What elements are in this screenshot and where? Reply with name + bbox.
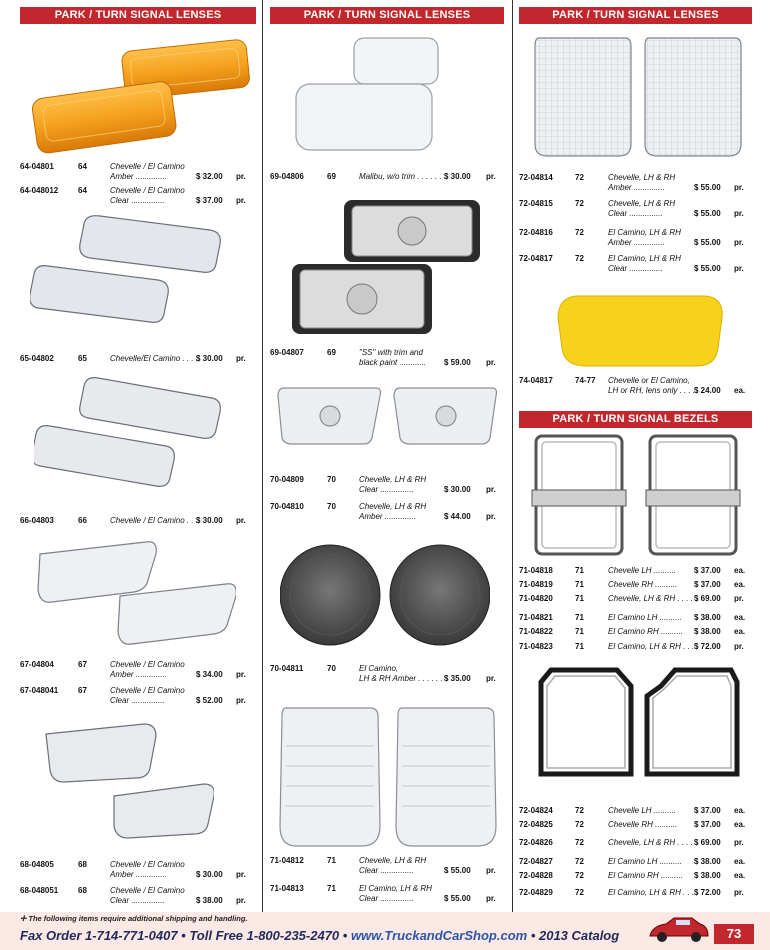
unit: pr. [486, 172, 496, 181]
part-number: 71-04819 [519, 580, 553, 589]
product-row [519, 888, 754, 898]
catalog-year: 2013 Catalog [538, 928, 620, 943]
price: $ 69.00 [694, 838, 721, 847]
model-year: 71 [327, 856, 336, 865]
description: Chevelle, LH & RH [608, 199, 676, 208]
model-year: 71 [575, 566, 584, 575]
part-number: 71-04813 [270, 884, 304, 893]
price: $ 72.00 [694, 642, 721, 651]
column-divider [262, 0, 263, 912]
description: El Camino RH .......... [608, 627, 684, 636]
product-row [519, 199, 754, 219]
model-year: 72 [575, 199, 584, 208]
description-line-2: Clear ............... [110, 696, 165, 705]
model-year: 72 [575, 173, 584, 182]
product-row [270, 856, 506, 876]
unit: pr. [236, 670, 246, 679]
unit: pr. [236, 696, 246, 705]
product-row [519, 228, 754, 248]
price: $ 30.00 [444, 172, 471, 181]
product-row [270, 348, 506, 368]
amber-lens-image [20, 38, 252, 156]
price: $ 38.00 [694, 613, 721, 622]
part-number: 66-04803 [20, 516, 54, 525]
product-row [270, 172, 506, 182]
product-row [519, 838, 754, 848]
description-line-2: Amber .............. [608, 238, 665, 247]
unit: ea. [734, 386, 746, 395]
section-header: PARK / TURN SIGNAL BEZELS [519, 411, 752, 428]
model-year: 64 [78, 162, 87, 171]
price: $ 38.00 [196, 896, 223, 905]
description: Chevelle or El Camino, [608, 376, 690, 385]
model-year: 71 [575, 642, 584, 651]
description-line-2: Amber .............. [110, 172, 167, 181]
description: El Camino LH .......... [608, 613, 682, 622]
part-number: 65-04802 [20, 354, 54, 363]
unit: pr. [734, 264, 744, 273]
unit: pr. [486, 512, 496, 521]
round-lens-image [280, 540, 490, 650]
price: $ 32.00 [196, 172, 223, 181]
toll-free: Toll Free 1-800-235-2470 [189, 928, 340, 943]
fax-order: Fax Order 1-714-771-0407 [20, 928, 178, 943]
price: $ 37.00 [694, 820, 721, 829]
part-number: 72-04829 [519, 888, 553, 897]
model-year: 72 [575, 871, 584, 880]
unit: pr. [734, 238, 744, 247]
clear-lens-image [34, 372, 224, 497]
description: Chevelle, LH & RH . . . . [608, 838, 693, 847]
clear-lens-image [276, 384, 502, 448]
description-line-2: Clear ............... [359, 866, 414, 875]
part-number: 68-048051 [20, 886, 59, 895]
model-year: 72 [575, 838, 584, 847]
price: $ 55.00 [694, 209, 721, 218]
part-number: 71-04823 [519, 642, 553, 651]
description: Chevelle / El Camino [110, 162, 185, 171]
product-row [519, 566, 754, 576]
part-number: 72-04826 [519, 838, 553, 847]
description: Chevelle/El Camino . . . . [110, 354, 199, 363]
product-row [519, 254, 754, 274]
description: El Camino, LH & RH [608, 254, 681, 263]
model-year: 69 [327, 172, 336, 181]
price: $ 37.00 [694, 806, 721, 815]
price: $ 30.00 [444, 485, 471, 494]
description-line-2: Amber .............. [110, 670, 167, 679]
unit: pr. [236, 354, 246, 363]
price: $ 35.00 [444, 674, 471, 683]
product-row [270, 502, 506, 522]
model-year: 71 [575, 594, 584, 603]
product-row [20, 186, 256, 206]
model-year: 72 [575, 820, 584, 829]
price: $ 38.00 [694, 871, 721, 880]
unit: pr. [734, 183, 744, 192]
description: Chevelle, LH & RH [359, 475, 427, 484]
model-year: 67 [78, 686, 87, 695]
product-row [519, 173, 754, 193]
part-number: 64-048012 [20, 186, 59, 195]
model-year: 68 [78, 886, 87, 895]
description: El Camino LH .......... [608, 857, 682, 866]
clear-lens-image [36, 540, 236, 650]
description: El Camino, [359, 664, 399, 673]
product-row [20, 660, 256, 680]
price: $ 30.00 [196, 516, 223, 525]
description-line-2: Amber .............. [110, 870, 167, 879]
price: $ 38.00 [694, 627, 721, 636]
product-row [270, 475, 506, 495]
description: Chevelle / El Camino [110, 860, 185, 869]
description: Chevelle / El Camino [110, 186, 185, 195]
part-number: 64-04801 [20, 162, 54, 171]
model-year: 71 [327, 884, 336, 893]
part-number: 70-04809 [270, 475, 304, 484]
description-line-2: Clear ............... [110, 196, 165, 205]
description: Chevelle, LH & RH [359, 856, 427, 865]
description: Chevelle, LH & RH [608, 173, 676, 182]
price: $ 34.00 [196, 670, 223, 679]
price: $ 55.00 [694, 264, 721, 273]
model-year: 72 [575, 228, 584, 237]
description: El Camino, LH & RH [608, 228, 681, 237]
unit: ea. [734, 580, 746, 589]
unit: ea. [734, 820, 746, 829]
clear-lens-image [44, 718, 214, 843]
unit: ea. [734, 857, 746, 866]
product-row [519, 871, 754, 881]
price: $ 44.00 [444, 512, 471, 521]
description-line-2: Amber .............. [608, 183, 665, 192]
description-line-2: Clear ............... [608, 209, 663, 218]
model-year: 71 [575, 580, 584, 589]
model-year: 72 [575, 254, 584, 263]
price: $ 55.00 [444, 894, 471, 903]
part-number: 71-04818 [519, 566, 553, 575]
footer-contact-line: Fax Order 1-714-771-0407 • Toll Free 1-800-235-2470 • www.TruckandCarShop.com • 2013 Catalog [20, 928, 620, 943]
product-row [270, 884, 506, 904]
model-year: 74-77 [575, 376, 596, 385]
model-year: 70 [327, 664, 336, 673]
unit: pr. [486, 894, 496, 903]
model-year: 70 [327, 502, 336, 511]
unit: pr. [486, 485, 496, 494]
car-logo [646, 912, 710, 946]
product-row [519, 376, 754, 396]
unit: pr. [734, 838, 744, 847]
description-line-2: LH or RH, lens only . . . . [608, 386, 696, 395]
description-line-2: Clear ............... [359, 485, 414, 494]
unit: pr. [236, 896, 246, 905]
page-number: 73 [714, 924, 754, 944]
description: Chevelle, LH & RH [359, 502, 427, 511]
unit: pr. [486, 674, 496, 683]
price: $ 59.00 [444, 358, 471, 367]
unit: ea. [734, 806, 746, 815]
description: Chevelle LH .......... [608, 806, 677, 815]
description: Chevelle RH .......... [608, 820, 678, 829]
price: $ 37.00 [694, 580, 721, 589]
section-header: PARK / TURN SIGNAL LENSES [20, 7, 256, 24]
model-year: 66 [78, 516, 87, 525]
unit: ea. [734, 613, 746, 622]
product-row [519, 820, 754, 830]
part-number: 72-04824 [519, 806, 553, 815]
part-number: 71-04812 [270, 856, 304, 865]
description-line-2: LH & RH Amber . . . . . . [359, 674, 443, 683]
model-year: 65 [78, 354, 87, 363]
product-row [20, 162, 256, 182]
part-number: 72-04815 [519, 199, 553, 208]
product-row [20, 860, 256, 880]
part-number: 67-04804 [20, 660, 54, 669]
description-line-2: black paint ............ [359, 358, 427, 367]
description: El Camino RH .......... [608, 871, 684, 880]
unit: pr. [236, 516, 246, 525]
description: Chevelle / El Camino [110, 886, 185, 895]
unit: pr. [236, 870, 246, 879]
unit: pr. [486, 866, 496, 875]
price: $ 52.00 [196, 696, 223, 705]
product-row [20, 516, 256, 526]
description: El Camino, LH & RH . . . [608, 642, 695, 651]
clear-lens-image [533, 34, 743, 160]
model-year: 69 [327, 348, 336, 357]
part-number: 68-04805 [20, 860, 54, 869]
part-number: 70-04810 [270, 502, 304, 511]
model-year: 72 [575, 857, 584, 866]
price: $ 24.00 [694, 386, 721, 395]
part-number: 69-04806 [270, 172, 304, 181]
price: $ 55.00 [444, 866, 471, 875]
model-year: 72 [575, 888, 584, 897]
price: $ 69.00 [694, 594, 721, 603]
product-row [519, 580, 754, 590]
part-number: 72-04827 [519, 857, 553, 866]
unit: pr. [486, 358, 496, 367]
unit: ea. [734, 566, 746, 575]
part-number: 69-04807 [270, 348, 304, 357]
bezel-image [530, 432, 744, 560]
clear-lens-image [30, 208, 230, 333]
model-year: 70 [327, 475, 336, 484]
model-year: 64 [78, 186, 87, 195]
price: $ 55.00 [694, 238, 721, 247]
price: $ 30.00 [196, 870, 223, 879]
product-row [270, 664, 506, 684]
description: Chevelle / El Camino . . . [110, 516, 199, 525]
price: $ 55.00 [694, 183, 721, 192]
unit: ea. [734, 627, 746, 636]
description-line-2: Clear ............... [110, 896, 165, 905]
description-line-2: Clear ............... [608, 264, 663, 273]
unit: pr. [236, 196, 246, 205]
column-divider [512, 0, 513, 912]
unit: pr. [734, 209, 744, 218]
unit: ea. [734, 871, 746, 880]
part-number: 71-04822 [519, 627, 553, 636]
description: El Camino, LH & RH [359, 884, 432, 893]
section-header: PARK / TURN SIGNAL LENSES [519, 7, 752, 24]
part-number: 72-04828 [519, 871, 553, 880]
product-row [519, 642, 754, 652]
price: $ 30.00 [196, 354, 223, 363]
model-year: 72 [575, 806, 584, 815]
price: $ 37.00 [694, 566, 721, 575]
product-row [20, 886, 256, 906]
product-row [519, 627, 754, 637]
website-link[interactable]: www.TruckandCarShop.com [350, 928, 528, 943]
price: $ 37.00 [196, 196, 223, 205]
model-year: 67 [78, 660, 87, 669]
product-row [20, 354, 256, 364]
description-line-2: Clear ............... [359, 894, 414, 903]
part-number: 71-04821 [519, 613, 553, 622]
trim-lens-image [288, 198, 488, 340]
description: "SS" with trim and [359, 348, 423, 357]
model-year: 71 [575, 627, 584, 636]
part-number: 72-04825 [519, 820, 553, 829]
description-line-2: Amber .............. [359, 512, 416, 521]
product-row [519, 613, 754, 623]
unit: pr. [734, 888, 744, 897]
clear-lens-image [278, 706, 500, 848]
model-year: 68 [78, 860, 87, 869]
model-year: 71 [575, 613, 584, 622]
clear-lens-image [290, 36, 440, 156]
part-number: 70-04811 [270, 664, 304, 673]
price: $ 72.00 [694, 888, 721, 897]
part-number: 72-04817 [519, 254, 553, 263]
description: El Camino, LH & RH . . . [608, 888, 695, 897]
part-number: 74-04817 [519, 376, 553, 385]
description: Chevelle, LH & RH . . . . [608, 594, 693, 603]
shipping-note: ✛ The following items require additional shipping and handling. [20, 914, 248, 923]
description: Chevelle / El Camino [110, 660, 185, 669]
product-row [519, 857, 754, 867]
yellow-lens-image [556, 294, 726, 368]
part-number: 72-04814 [519, 173, 553, 182]
description: Chevelle LH .......... [608, 566, 677, 575]
product-row [519, 806, 754, 816]
part-number: 72-04816 [519, 228, 553, 237]
product-row [20, 686, 256, 706]
price: $ 38.00 [694, 857, 721, 866]
description: Malibu, w/o trim . . . . . . . [359, 172, 447, 181]
unit: pr. [734, 642, 744, 651]
product-row [519, 594, 754, 604]
part-number: 71-04820 [519, 594, 553, 603]
description: Chevelle / El Camino [110, 686, 185, 695]
section-header: PARK / TURN SIGNAL LENSES [270, 7, 504, 24]
unit: pr. [734, 594, 744, 603]
unit: pr. [236, 172, 246, 181]
description: Chevelle RH .......... [608, 580, 678, 589]
bezel-image [535, 666, 743, 782]
part-number: 67-048041 [20, 686, 59, 695]
